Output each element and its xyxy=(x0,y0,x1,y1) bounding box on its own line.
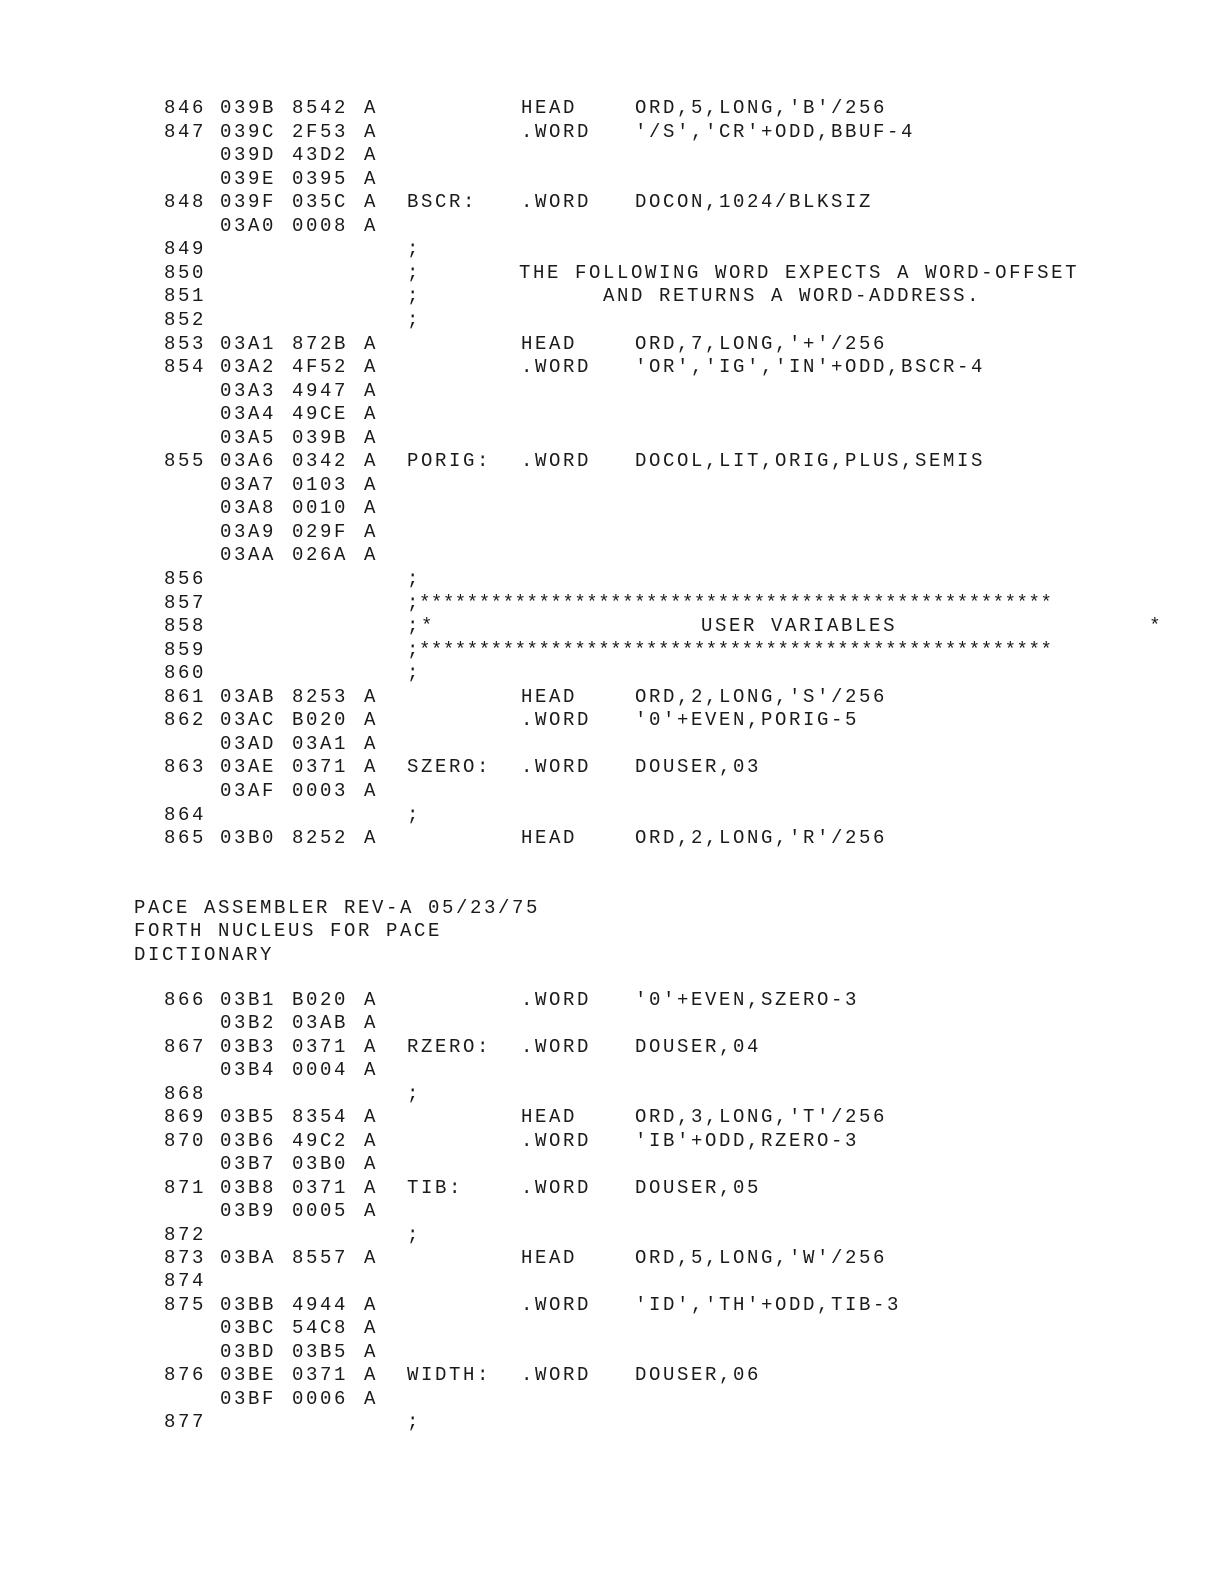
listing-line xyxy=(0,285,1224,309)
listing-line xyxy=(0,1317,1224,1341)
comment: ; xyxy=(407,568,422,590)
line-number: 846 xyxy=(164,97,207,119)
relocation-flag: A xyxy=(364,1012,379,1034)
object-code: 4944 xyxy=(292,1294,349,1316)
relocation-flag: A xyxy=(364,497,379,519)
header-title: PACE ASSEMBLER REV-A 05/23/75 xyxy=(134,897,541,919)
opcode: .WORD xyxy=(521,356,592,378)
line-number: 858 xyxy=(164,615,207,637)
listing-line xyxy=(0,827,1224,851)
comment: ; AND RETURNS A WORD-ADDRESS. xyxy=(407,285,982,307)
comment: ;***************************************************** xyxy=(407,639,1053,661)
address: 03A6 xyxy=(220,450,277,472)
opcode: .WORD xyxy=(521,1177,592,1199)
opcode: .WORD xyxy=(521,1036,592,1058)
listing-line xyxy=(0,1106,1224,1130)
relocation-flag: A xyxy=(364,333,379,355)
line-number: 877 xyxy=(164,1411,207,1433)
line-number: 866 xyxy=(164,989,207,1011)
listing-line xyxy=(0,333,1224,357)
operand: '0'+EVEN,SZERO-3 xyxy=(635,989,860,1011)
opcode: HEAD xyxy=(521,1247,578,1269)
listing-line xyxy=(0,121,1224,145)
relocation-flag: A xyxy=(364,474,379,496)
relocation-flag: A xyxy=(364,1177,379,1199)
object-code: 03A1 xyxy=(292,733,349,755)
line-number: 861 xyxy=(164,686,207,708)
relocation-flag: A xyxy=(364,1200,379,1222)
listing-line xyxy=(0,191,1224,215)
line-number: 860 xyxy=(164,662,207,684)
object-code: 035C xyxy=(292,191,349,213)
address: 03BA xyxy=(220,1247,277,1269)
address: 03A2 xyxy=(220,356,277,378)
header-subtitle: FORTH NUCLEUS FOR PACE xyxy=(134,920,443,942)
relocation-flag: A xyxy=(364,780,379,802)
address: 03B1 xyxy=(220,989,277,1011)
operand: 'OR','IG','IN'+ODD,BSCR-4 xyxy=(635,356,986,378)
address: 03A9 xyxy=(220,521,277,543)
header-section: DICTIONARY xyxy=(134,944,275,966)
relocation-flag: A xyxy=(364,450,379,472)
relocation-flag: A xyxy=(364,1341,379,1363)
relocation-flag: A xyxy=(364,1247,379,1269)
listing-line xyxy=(0,1036,1224,1060)
line-number: 876 xyxy=(164,1364,207,1386)
listing-line xyxy=(0,450,1224,474)
listing-line xyxy=(0,989,1224,1013)
listing-line xyxy=(0,804,1224,828)
listing-line xyxy=(0,1294,1224,1318)
object-code: 0008 xyxy=(292,215,349,237)
object-code: 0395 xyxy=(292,168,349,190)
listing-line xyxy=(0,1012,1224,1036)
operand: 'IB'+ODD,RZERO-3 xyxy=(635,1130,860,1152)
address: 039C xyxy=(220,121,277,143)
operand: DOUSER,05 xyxy=(635,1177,762,1199)
line-number: 855 xyxy=(164,450,207,472)
line-number: 868 xyxy=(164,1083,207,1105)
operand: 'ID','TH'+ODD,TIB-3 xyxy=(635,1294,902,1316)
operand: '/S','CR'+ODD,BBUF-4 xyxy=(635,121,916,143)
address: 03BC xyxy=(220,1317,277,1339)
address: 03AC xyxy=(220,709,277,731)
line-number: 862 xyxy=(164,709,207,731)
listing-line xyxy=(0,1388,1224,1412)
comment: ; xyxy=(407,804,422,826)
object-code: 0006 xyxy=(292,1388,349,1410)
object-code: 0371 xyxy=(292,1036,349,1058)
address: 03A5 xyxy=(220,427,277,449)
listing-line xyxy=(0,474,1224,498)
address: 03AD xyxy=(220,733,277,755)
object-code: 8557 xyxy=(292,1247,349,1269)
listing-line xyxy=(0,238,1224,262)
address: 03A8 xyxy=(220,497,277,519)
line-number: 867 xyxy=(164,1036,207,1058)
relocation-flag: A xyxy=(364,1130,379,1152)
address: 03AF xyxy=(220,780,277,802)
line-number: 863 xyxy=(164,756,207,778)
comment: ; xyxy=(407,309,422,331)
address: 03AB xyxy=(220,686,277,708)
comment: ; xyxy=(407,1083,422,1105)
relocation-flag: A xyxy=(364,168,379,190)
line-number: 856 xyxy=(164,568,207,590)
operand: ORD,5,LONG,'W'/256 xyxy=(635,1247,888,1269)
listing-line xyxy=(0,1224,1224,1248)
listing-line xyxy=(0,615,1224,639)
listing-line xyxy=(0,1411,1224,1435)
address: 03A1 xyxy=(220,333,277,355)
object-code: B020 xyxy=(292,989,349,1011)
address: 03A3 xyxy=(220,380,277,402)
line-number: 874 xyxy=(164,1270,207,1292)
listing-line xyxy=(0,662,1224,686)
listing-line xyxy=(0,1341,1224,1365)
listing-line xyxy=(0,639,1224,663)
listing-line xyxy=(0,1247,1224,1271)
relocation-flag: A xyxy=(364,733,379,755)
line-number: 872 xyxy=(164,1224,207,1246)
address: 03BF xyxy=(220,1388,277,1410)
address: 03AE xyxy=(220,756,277,778)
comment: ; xyxy=(407,1224,422,1246)
line-number: 854 xyxy=(164,356,207,378)
opcode: HEAD xyxy=(521,1106,578,1128)
relocation-flag: A xyxy=(364,1059,379,1081)
relocation-flag: A xyxy=(364,191,379,213)
relocation-flag: A xyxy=(364,380,379,402)
object-code: 0342 xyxy=(292,450,349,472)
label: BSCR: xyxy=(407,191,478,213)
address: 03BD xyxy=(220,1341,277,1363)
line-number: 848 xyxy=(164,191,207,213)
listing-line xyxy=(0,568,1224,592)
address: 039D xyxy=(220,144,277,166)
relocation-flag: A xyxy=(364,989,379,1011)
opcode: .WORD xyxy=(521,1294,592,1316)
listing-line xyxy=(0,733,1224,757)
line-number: 875 xyxy=(164,1294,207,1316)
comment: ;***************************************************** xyxy=(407,592,1053,614)
listing-line xyxy=(0,756,1224,780)
operand: ORD,2,LONG,'S'/256 xyxy=(635,686,888,708)
line-number: 847 xyxy=(164,121,207,143)
listing-line xyxy=(0,97,1224,121)
relocation-flag: A xyxy=(364,1153,379,1175)
relocation-flag: A xyxy=(364,97,379,119)
object-code: 49CE xyxy=(292,403,349,425)
line-number: 864 xyxy=(164,804,207,826)
address: 03B9 xyxy=(220,1200,277,1222)
opcode: HEAD xyxy=(521,333,578,355)
relocation-flag: A xyxy=(364,544,379,566)
listing-line xyxy=(0,1130,1224,1154)
listing-line xyxy=(0,1364,1224,1388)
listing-line xyxy=(0,309,1224,333)
listing-line xyxy=(0,1059,1224,1083)
listing-line xyxy=(0,780,1224,804)
address: 03BB xyxy=(220,1294,277,1316)
line-number: 851 xyxy=(164,285,207,307)
opcode: .WORD xyxy=(521,121,592,143)
operand: DOUSER,04 xyxy=(635,1036,762,1058)
opcode: HEAD xyxy=(521,686,578,708)
object-code: 03B0 xyxy=(292,1153,349,1175)
address: 03B4 xyxy=(220,1059,277,1081)
label: RZERO: xyxy=(407,1036,492,1058)
label: WIDTH: xyxy=(407,1364,492,1386)
listing-line xyxy=(0,1270,1224,1294)
comment: ; THE FOLLOWING WORD EXPECTS A WORD-OFFSET xyxy=(407,262,1080,284)
listing-line xyxy=(0,544,1224,568)
listing-line xyxy=(0,1153,1224,1177)
object-code: 0003 xyxy=(292,780,349,802)
listing-line xyxy=(0,1083,1224,1107)
opcode: HEAD xyxy=(521,97,578,119)
comment: ; xyxy=(407,238,422,260)
listing-line xyxy=(0,521,1224,545)
object-code: 03B5 xyxy=(292,1341,349,1363)
relocation-flag: A xyxy=(364,1388,379,1410)
opcode: HEAD xyxy=(521,827,578,849)
relocation-flag: A xyxy=(364,403,379,425)
object-code: 54C8 xyxy=(292,1317,349,1339)
listing-line xyxy=(0,356,1224,380)
object-code: B020 xyxy=(292,709,349,731)
relocation-flag: A xyxy=(364,356,379,378)
relocation-flag: A xyxy=(364,827,379,849)
address: 039B xyxy=(220,97,277,119)
relocation-flag: A xyxy=(364,709,379,731)
opcode: .WORD xyxy=(521,709,592,731)
relocation-flag: A xyxy=(364,1036,379,1058)
operand: DOCON,1024/BLKSIZ xyxy=(635,191,874,213)
object-code: 872B xyxy=(292,333,349,355)
line-number: 859 xyxy=(164,639,207,661)
label: SZERO: xyxy=(407,756,492,778)
object-code: 8252 xyxy=(292,827,349,849)
listing-line xyxy=(0,1200,1224,1224)
listing-line xyxy=(0,1177,1224,1201)
object-code: 0005 xyxy=(292,1200,349,1222)
relocation-flag: A xyxy=(364,521,379,543)
object-code: 0371 xyxy=(292,756,349,778)
address: 03B8 xyxy=(220,1177,277,1199)
listing-line xyxy=(0,497,1224,521)
comment: ;* USER VARIABLES * xyxy=(407,615,1164,637)
address: 03B2 xyxy=(220,1012,277,1034)
opcode: .WORD xyxy=(521,191,592,213)
object-code: 026A xyxy=(292,544,349,566)
address: 03B5 xyxy=(220,1106,277,1128)
address: 039E xyxy=(220,168,277,190)
object-code: 8253 xyxy=(292,686,349,708)
line-number: 869 xyxy=(164,1106,207,1128)
line-number: 852 xyxy=(164,309,207,331)
relocation-flag: A xyxy=(364,756,379,778)
relocation-flag: A xyxy=(364,215,379,237)
listing-line xyxy=(0,709,1224,733)
address: 03AA xyxy=(220,544,277,566)
relocation-flag: A xyxy=(364,1364,379,1386)
address: 03B6 xyxy=(220,1130,277,1152)
opcode: .WORD xyxy=(521,450,592,472)
object-code: 0010 xyxy=(292,497,349,519)
relocation-flag: A xyxy=(364,1106,379,1128)
object-code: 029F xyxy=(292,521,349,543)
address: 03B0 xyxy=(220,827,277,849)
operand: DOCOL,LIT,ORIG,PLUS,SEMIS xyxy=(635,450,986,472)
comment: ; xyxy=(407,662,422,684)
operand: DOUSER,06 xyxy=(635,1364,762,1386)
listing-line xyxy=(0,262,1224,286)
listing-line xyxy=(0,168,1224,192)
relocation-flag: A xyxy=(364,1294,379,1316)
object-code: 039B xyxy=(292,427,349,449)
address: 03B3 xyxy=(220,1036,277,1058)
object-code: 4947 xyxy=(292,380,349,402)
relocation-flag: A xyxy=(364,1317,379,1339)
opcode: .WORD xyxy=(521,989,592,1011)
label: TIB: xyxy=(407,1177,464,1199)
line-number: 865 xyxy=(164,827,207,849)
address: 03B7 xyxy=(220,1153,277,1175)
object-code: 2F53 xyxy=(292,121,349,143)
line-number: 849 xyxy=(164,238,207,260)
object-code: 0103 xyxy=(292,474,349,496)
opcode: .WORD xyxy=(521,1130,592,1152)
operand: ORD,3,LONG,'T'/256 xyxy=(635,1106,888,1128)
address: 039F xyxy=(220,191,277,213)
object-code: 8354 xyxy=(292,1106,349,1128)
relocation-flag: A xyxy=(364,686,379,708)
listing-line xyxy=(0,144,1224,168)
line-number: 850 xyxy=(164,262,207,284)
listing-line xyxy=(0,215,1224,239)
line-number: 871 xyxy=(164,1177,207,1199)
relocation-flag: A xyxy=(364,121,379,143)
operand: '0'+EVEN,PORIG-5 xyxy=(635,709,860,731)
opcode: .WORD xyxy=(521,1364,592,1386)
relocation-flag: A xyxy=(364,144,379,166)
address: 03BE xyxy=(220,1364,277,1386)
line-number: 873 xyxy=(164,1247,207,1269)
line-number: 853 xyxy=(164,333,207,355)
operand: ORD,7,LONG,'+'/256 xyxy=(635,333,888,355)
listing-line xyxy=(0,380,1224,404)
object-code: 0004 xyxy=(292,1059,349,1081)
operand: ORD,5,LONG,'B'/256 xyxy=(635,97,888,119)
listing-line xyxy=(0,686,1224,710)
object-code: 49C2 xyxy=(292,1130,349,1152)
address: 03A4 xyxy=(220,403,277,425)
line-number: 857 xyxy=(164,592,207,614)
operand: DOUSER,03 xyxy=(635,756,762,778)
label: PORIG: xyxy=(407,450,492,472)
object-code: 8542 xyxy=(292,97,349,119)
object-code: 4F52 xyxy=(292,356,349,378)
comment: ; xyxy=(407,1411,422,1433)
relocation-flag: A xyxy=(364,427,379,449)
object-code: 0371 xyxy=(292,1364,349,1386)
listing-line xyxy=(0,427,1224,451)
operand: ORD,2,LONG,'R'/256 xyxy=(635,827,888,849)
opcode: .WORD xyxy=(521,756,592,778)
object-code: 0371 xyxy=(292,1177,349,1199)
listing-line xyxy=(0,403,1224,427)
object-code: 43D2 xyxy=(292,144,349,166)
line-number: 870 xyxy=(164,1130,207,1152)
address: 03A0 xyxy=(220,215,277,237)
address: 03A7 xyxy=(220,474,277,496)
object-code: 03AB xyxy=(292,1012,349,1034)
listing-line xyxy=(0,592,1224,616)
